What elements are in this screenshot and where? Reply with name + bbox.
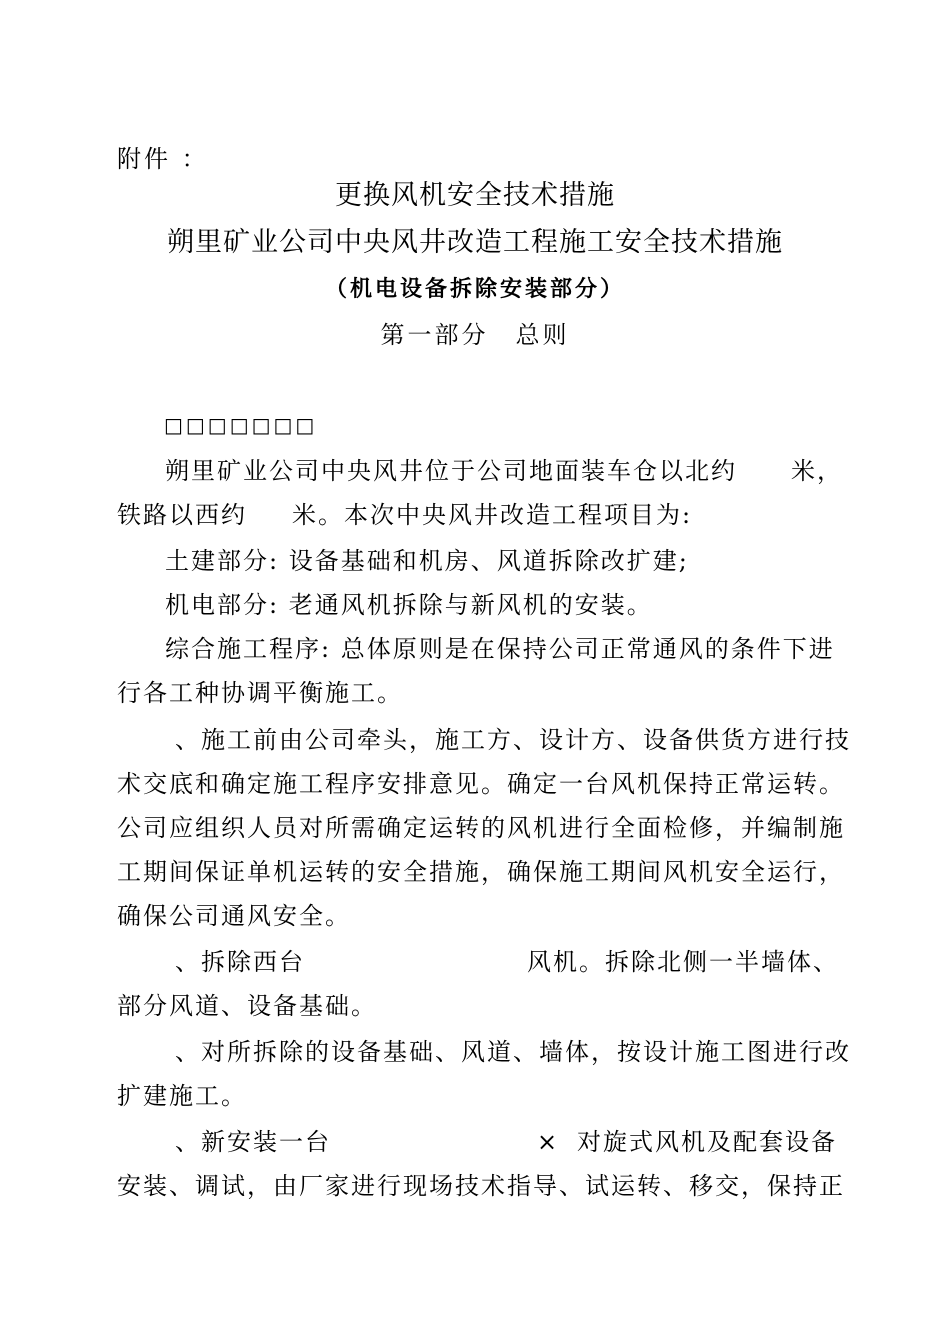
paragraph-line: 米。本次中央风井改造工程项目为: <box>292 501 693 529</box>
paragraph-line: 米， <box>791 457 843 485</box>
paragraph-line: 铁路以西约 <box>117 501 247 529</box>
paragraph-line: 、新安装一台 <box>175 1128 331 1156</box>
paragraph-line: 术交底和确定施工程序安排意见。确定一台风机保持正常运转。 <box>117 770 845 798</box>
section-heading: □□□□□□□ <box>164 413 318 437</box>
paragraph-line: 工期间保证单机运转的安全措施，确保施工期间风机安全运行， <box>117 858 845 886</box>
paragraph-line: 安装、调试，由厂家进行现场技术指导、试运转、移交，保持正 <box>117 1172 845 1200</box>
document-title: 更换风机安全技术措施 <box>335 180 615 211</box>
paragraph-line: 土建部分: 设备基础和机房、风道拆除改扩建; <box>165 547 689 575</box>
paragraph-line: 行各工种协调平衡施工。 <box>117 679 403 707</box>
paragraph-line: 、施工前由公司牵头，施工方、设计方、设备供货方进行技 <box>175 726 851 754</box>
paragraph-line: 对旋式风机及配套设备 <box>577 1128 837 1156</box>
document-scope: （机电设备拆除安装部分） <box>324 276 625 302</box>
paragraph-line: 扩建施工。 <box>117 1082 247 1110</box>
paragraph-line: 综合施工程序: 总体原则是在保持公司正常通风的条件下进 <box>165 635 835 663</box>
paragraph-line: 、对所拆除的设备基础、风道、墙体，按设计施工图进行改 <box>175 1038 851 1066</box>
paragraph-line: 公司应组织人员对所需确定运转的风机进行全面检修，并编制施 <box>117 814 845 842</box>
document-subtitle: 朔里矿业公司中央风井改造工程施工安全技术措施 <box>167 227 783 258</box>
paragraph-line: 、拆除西台 <box>175 948 305 976</box>
paragraph-line: × <box>537 1128 560 1156</box>
attachment-label: 附件 ： <box>117 145 209 173</box>
paragraph-line: 确保公司通风安全。 <box>117 902 351 930</box>
paragraph-line: 部分风道、设备基础。 <box>117 992 377 1020</box>
part-heading: 第一部分 总则 <box>380 321 570 349</box>
paragraph-line: 风机。拆除北侧一半墙体、 <box>527 948 839 976</box>
paragraph-line: 机电部分: 老通风机拆除与新风机的安装。 <box>165 591 653 619</box>
paragraph-line: 朔里矿业公司中央风井位于公司地面装车仓以北约 <box>165 457 737 485</box>
